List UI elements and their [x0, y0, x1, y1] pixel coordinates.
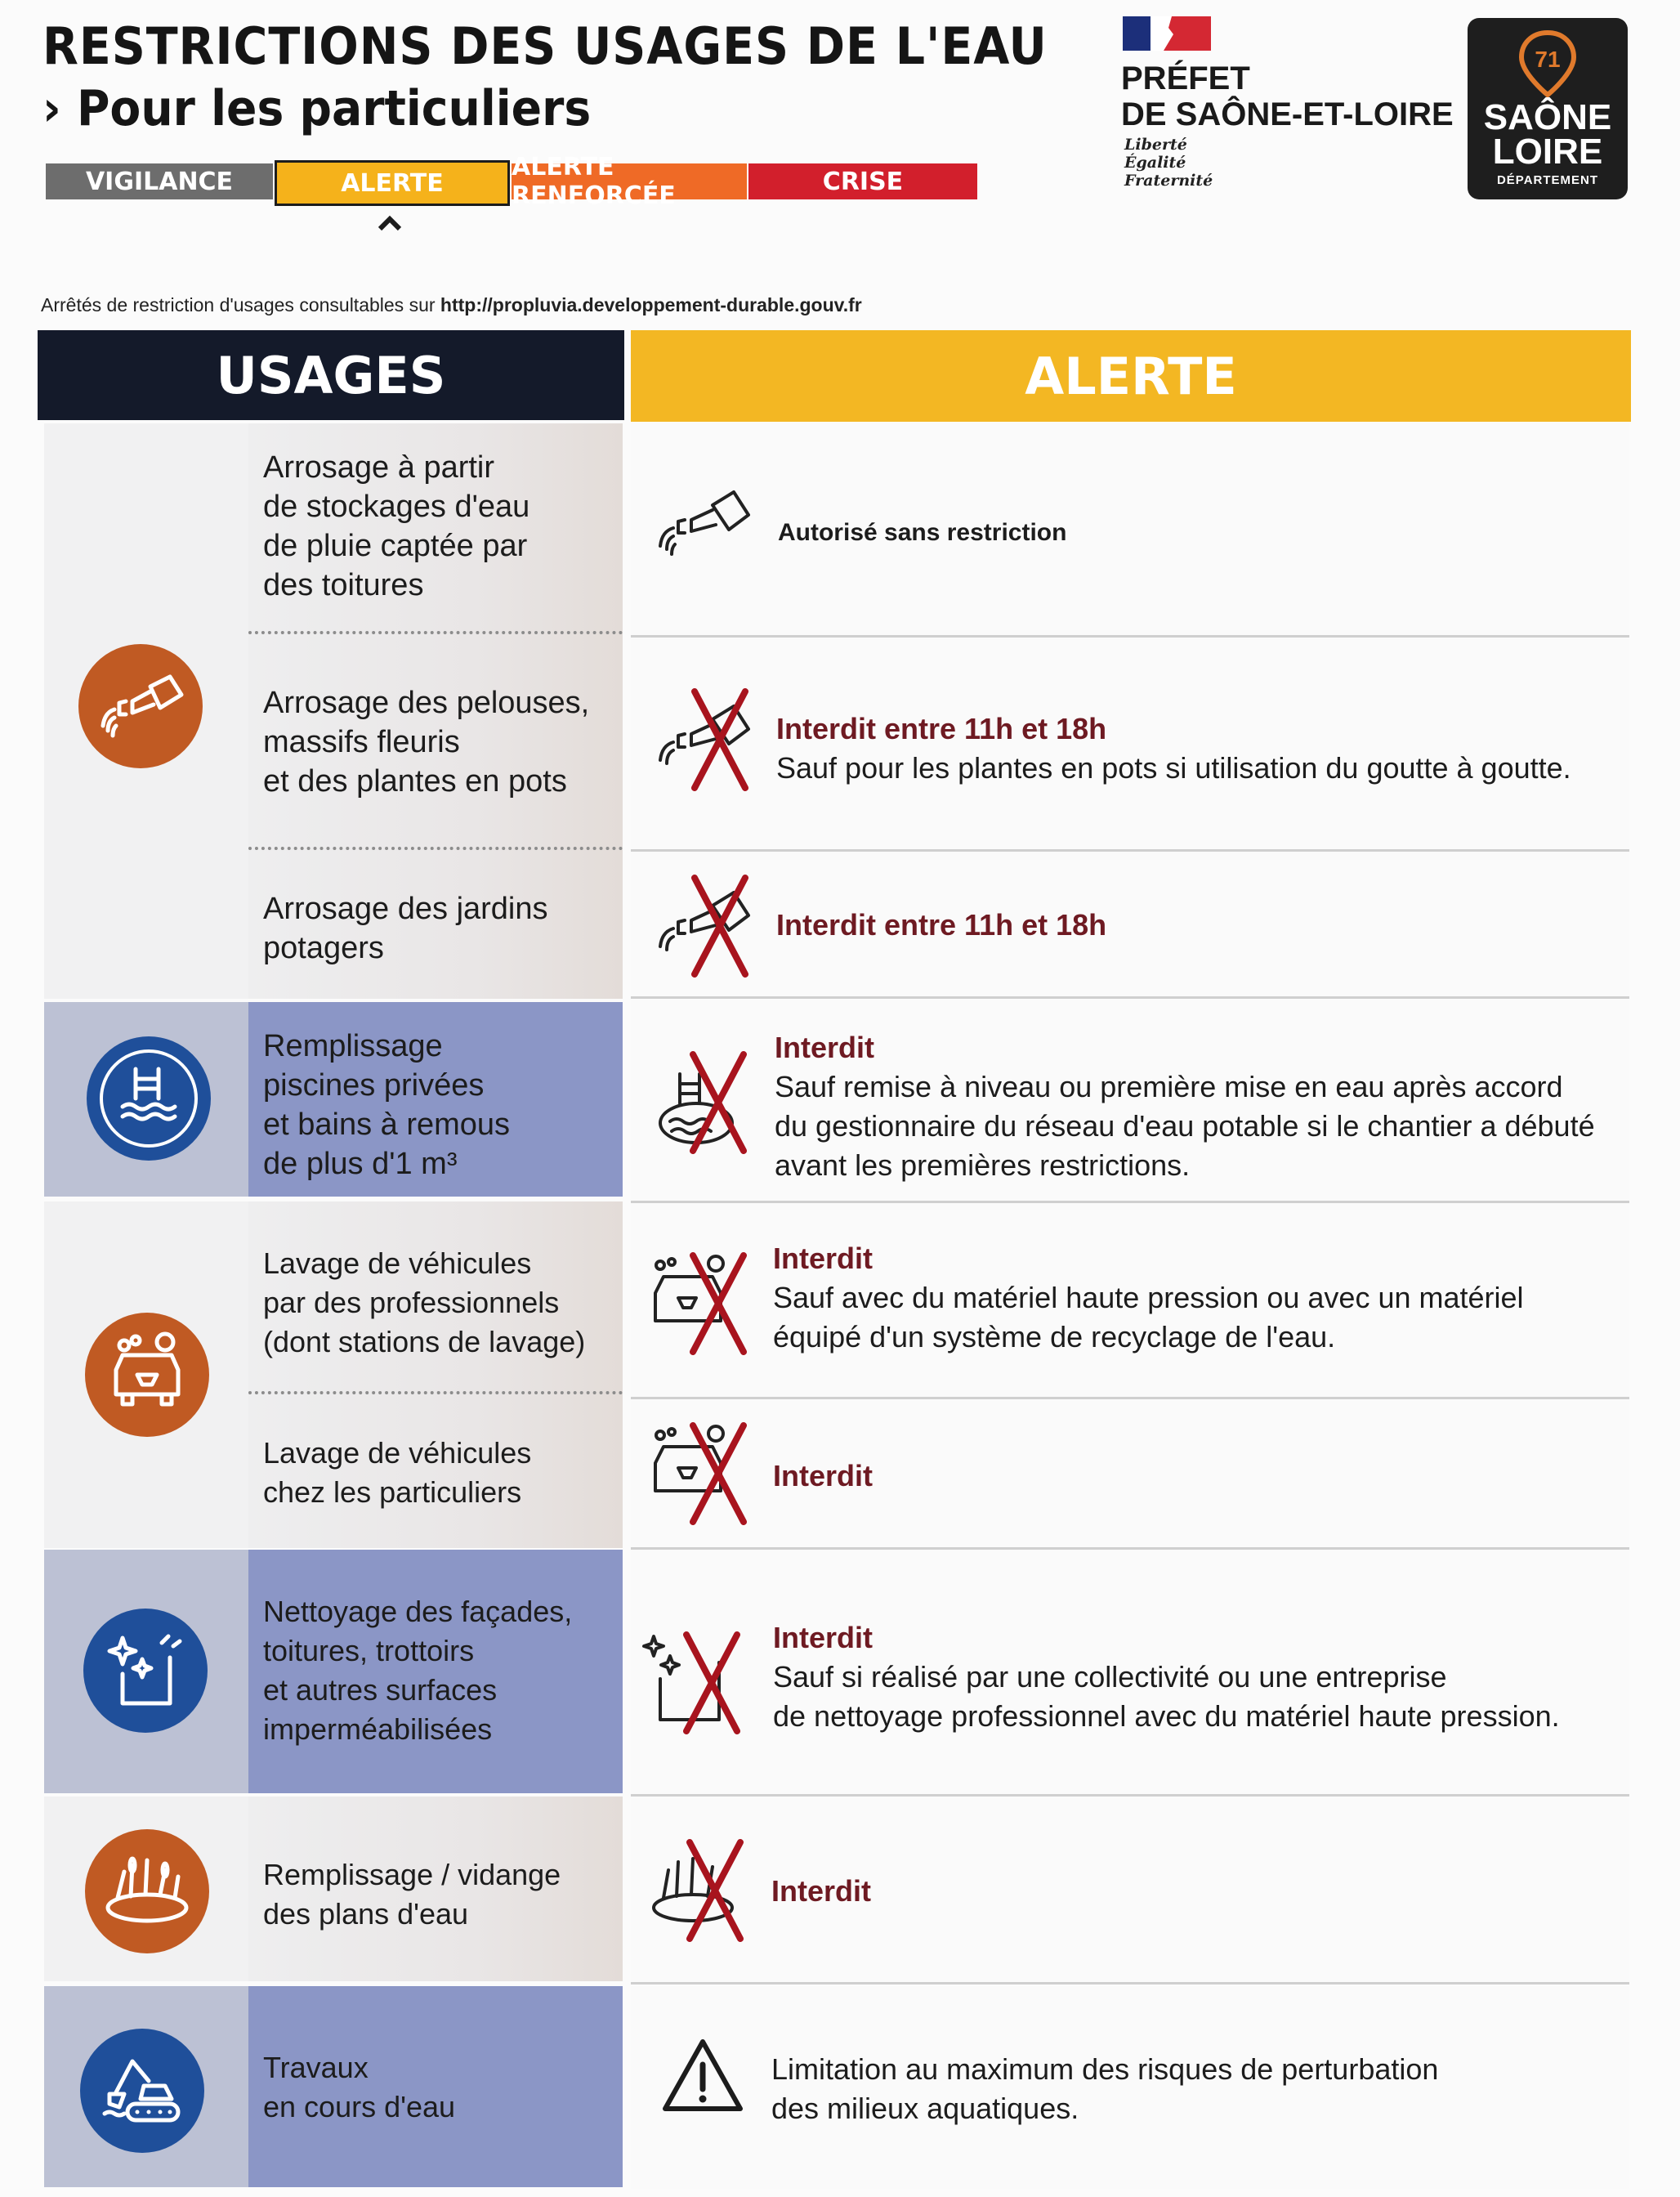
watering-can-line-icon: [644, 472, 766, 579]
alert-detail: Sauf remise à niveau ou première mise en eau après accord: [775, 1070, 1563, 1103]
group-icon-cell-nettoyage: [44, 1550, 248, 1793]
watering-can-icon: [78, 644, 203, 768]
alert-cell-pelouses: [631, 638, 1629, 852]
alert-status: Interdit: [773, 1242, 873, 1275]
alert-cell-eau-pluie: [631, 423, 1629, 638]
alert-detail: du gestionnaire du réseau d'eau potable si le chantier a débuté: [775, 1109, 1595, 1143]
pool-prohibited-icon: [647, 1049, 770, 1156]
alert-detail: Limitation au maximum des risques de perturbation: [771, 2052, 1439, 2086]
level-alerte-selected: ALERTE: [275, 160, 510, 206]
selected-level-caret-icon: [378, 209, 402, 234]
alert-detail: des milieux aquatiques.: [771, 2092, 1079, 2125]
group-icon-cell-arrosage: [44, 423, 248, 999]
alert-status: Interdit entre 11h et 18h: [776, 712, 1107, 745]
pond-prohibited-icon: [644, 1837, 766, 1944]
page-title: RESTRICTIONS DES USAGES DE L'EAU: [42, 16, 1048, 76]
alert-cell-nettoyage: [631, 1550, 1629, 1797]
group-icon-cell-plans-eau: [44, 1797, 248, 1981]
propluvia-link[interactable]: http://propluvia.developpement-durable.gouv.fr: [440, 294, 862, 315]
marianne-logo-icon: [1123, 16, 1211, 51]
usage-cell-jardins: Arrosage des jardins potagers: [248, 850, 623, 999]
group-icon-cell-lavage: [44, 1201, 248, 1548]
usage-cell-lavage-particuliers: Lavage de véhicules chez les particuliers: [248, 1394, 623, 1548]
usage-cell-travaux: Travaux en cours d'eau: [248, 1986, 623, 2187]
warning-triangle-icon: [660, 2037, 745, 2115]
alert-status: Autorisé sans restriction: [778, 519, 1067, 546]
level-alerte-renforcee: ALERTE RENFORCÉE: [512, 163, 747, 199]
level-vigilance: VIGILANCE: [46, 163, 273, 199]
column-header-usages: USAGES: [38, 330, 624, 420]
group-icon-cell-piscines: [44, 1002, 248, 1197]
alert-status: Interdit entre 11h et 18h: [776, 908, 1107, 942]
usage-cell-nettoyage: Nettoyage des façades, toitures, trottoirs et autres surfaces imperméabilisées: [248, 1550, 623, 1793]
alert-detail: de nettoyage professionnel avec du matériel haute pression.: [773, 1699, 1560, 1733]
alert-status: Interdit: [773, 1459, 873, 1492]
alert-status: Interdit: [775, 1031, 874, 1064]
departement-pin-icon: [1517, 29, 1579, 98]
pond-icon: [85, 1829, 209, 1953]
pool-icon: [87, 1036, 211, 1161]
page-subtitle: › Pour les particuliers: [42, 80, 592, 137]
excavator-icon: [80, 2029, 204, 2153]
car-wash-prohibited-icon: [647, 1421, 770, 1527]
alert-detail: équipé d'un système de recyclage de l'eau.: [773, 1320, 1336, 1354]
prefet-name: PRÉFET DE SAÔNE-ET-LOIRE: [1121, 60, 1454, 132]
alert-detail: Sauf avec du matériel haute pression ou avec un matériel: [773, 1281, 1524, 1314]
usage-cell-piscines: Remplissage piscines privées et bains à remous de plus d'1 m³: [248, 1002, 623, 1197]
car-wash-prohibited-icon: [647, 1251, 770, 1357]
level-crise: CRISE: [748, 163, 977, 199]
cleaning-prohibited-icon: [641, 1630, 763, 1736]
car-wash-icon: [85, 1313, 209, 1437]
alert-status: Interdit: [773, 1621, 873, 1654]
column-header-alerte: ALERTE: [631, 330, 1631, 422]
cleaning-sparkle-icon: [83, 1609, 208, 1733]
alert-cell-piscines: [631, 1000, 1629, 1203]
alert-detail: Sauf pour les plantes en pots si utilisation du goutte à goutte.: [776, 751, 1571, 785]
departement-logo: 71 SAÔNE LOIRE DÉPARTEMENT: [1468, 18, 1628, 199]
alert-detail: Sauf si réalisé par une collectivité ou une entreprise: [773, 1660, 1447, 1694]
usage-cell-lavage-pro: Lavage de véhicules par des professionnels (dont stations de lavage): [248, 1201, 623, 1394]
alert-detail: avant les premières restrictions.: [775, 1148, 1191, 1182]
alert-cell-jardins: [631, 852, 1629, 999]
watering-prohibited-icon: [644, 687, 766, 793]
svg-text:71: 71: [1535, 47, 1561, 72]
usage-cell-plans-eau: Remplissage / vidange des plans d'eau: [248, 1797, 623, 1981]
alert-cell-plans-eau: [631, 1797, 1629, 1984]
alert-cell-lavage-pro: [631, 1203, 1629, 1399]
alert-cell-lavage-particuliers: [631, 1399, 1629, 1550]
usage-cell-eau-pluie: Arrosage à partir de stockages d'eau de pluie captée par des toitures: [248, 423, 623, 634]
group-icon-cell-travaux: [44, 1986, 248, 2187]
republic-motto: Liberté Égalité Fraternité: [1124, 136, 1213, 190]
alert-status: Interdit: [771, 1874, 871, 1908]
arretes-note: Arrêtés de restriction d'usages consultables sur http://propluvia.developpement-durable.gouv.fr: [41, 294, 862, 315]
alert-cell-travaux: [631, 1986, 1629, 2189]
usage-cell-pelouses: Arrosage des pelouses, massifs fleuris et des plantes en pots: [248, 634, 623, 850]
watering-prohibited-icon: [644, 873, 766, 979]
